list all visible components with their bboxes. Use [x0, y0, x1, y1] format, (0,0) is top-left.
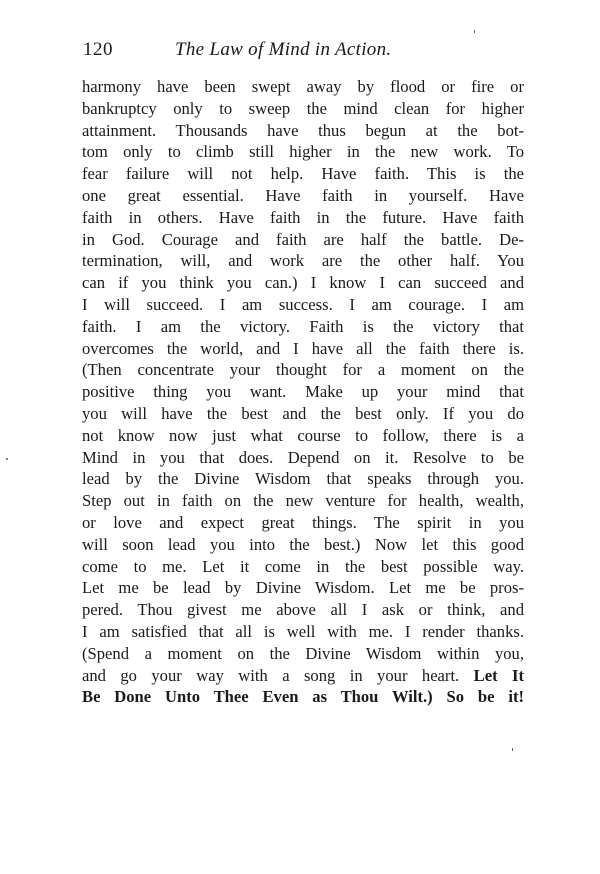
paper-speck: [6, 458, 8, 460]
bold-phrase: Let It: [473, 665, 524, 685]
text-line: (Then concentrate your thought for a moment on the: [82, 360, 524, 380]
paper-speck: [474, 30, 475, 33]
text-line: Step out in faith on the new venture for health, wealth,: [82, 491, 524, 511]
body-text: [82, 76, 524, 708]
text-line: pered. Thou givest me above all I ask or think, and: [82, 600, 524, 620]
page-number: 120: [83, 39, 113, 60]
text-line: faith. I am the victory. Faith is the victory that: [82, 316, 524, 336]
text-line: or love and expect great things. The spirit in you: [82, 512, 524, 532]
text-segment: and go your way with a song in your heart.: [82, 665, 460, 685]
text-line: will soon lead you into the best.) Now let this good: [82, 534, 524, 554]
text-line: one great essential. Have faith in yourself. Have: [82, 185, 524, 205]
text-line: fear failure will not help. Have faith. This is the: [82, 164, 524, 184]
text-line: bankruptcy only to sweep the mind clean for higher: [82, 98, 524, 118]
text-line-with-bold: [82, 665, 524, 687]
text-line: in God. Courage and faith are half the battle. De-: [82, 229, 524, 249]
text-line: overcomes the world, and I have all the faith there is.: [82, 338, 524, 358]
text-line: can if you think you can.) I know I can succeed and: [82, 273, 524, 293]
bold-phrase: Be Done Unto Thee Even as Thou Wilt.): [82, 687, 433, 707]
text-line: termination, will, and work are the other half. You: [82, 251, 524, 271]
text-line: (Spend a moment on the Divine Wisdom within you,: [82, 643, 524, 663]
book-title: The Law of Mind in Action.: [175, 39, 392, 60]
running-head: [83, 38, 523, 62]
text-line: come to me. Let it come in the best possible way.: [82, 556, 524, 576]
text-line: positive thing you want. Make up your mind that: [82, 382, 524, 402]
text-line: I will succeed. I am success. I am courage. I am: [82, 294, 524, 314]
text-line: you will have the best and the best only. If you do: [82, 403, 524, 423]
text-line: lead by the Divine Wisdom that speaks through you.: [82, 469, 524, 489]
text-line: Mind in you that does. Depend on it. Resolve to be: [82, 447, 524, 467]
text-line: not know now just what course to follow, there is a: [82, 425, 524, 445]
text-line: tom only to climb still higher in the new work. To: [82, 142, 524, 162]
closing-phrase: So be it!: [446, 687, 525, 707]
text-line: I am satisfied that all is well with me. I render thanks.: [82, 621, 524, 641]
paper-speck: [512, 748, 513, 751]
text-line: faith in others. Have faith in the future. Have faith: [82, 207, 524, 227]
text-line: harmony have been swept away by flood or fire or: [82, 77, 524, 96]
closing-line: [82, 686, 524, 708]
text-line: attainment. Thousands have thus begun at the bot-: [82, 120, 524, 140]
text-line: Let me be lead by Divine Wisdom. Let me be pros-: [82, 578, 524, 598]
